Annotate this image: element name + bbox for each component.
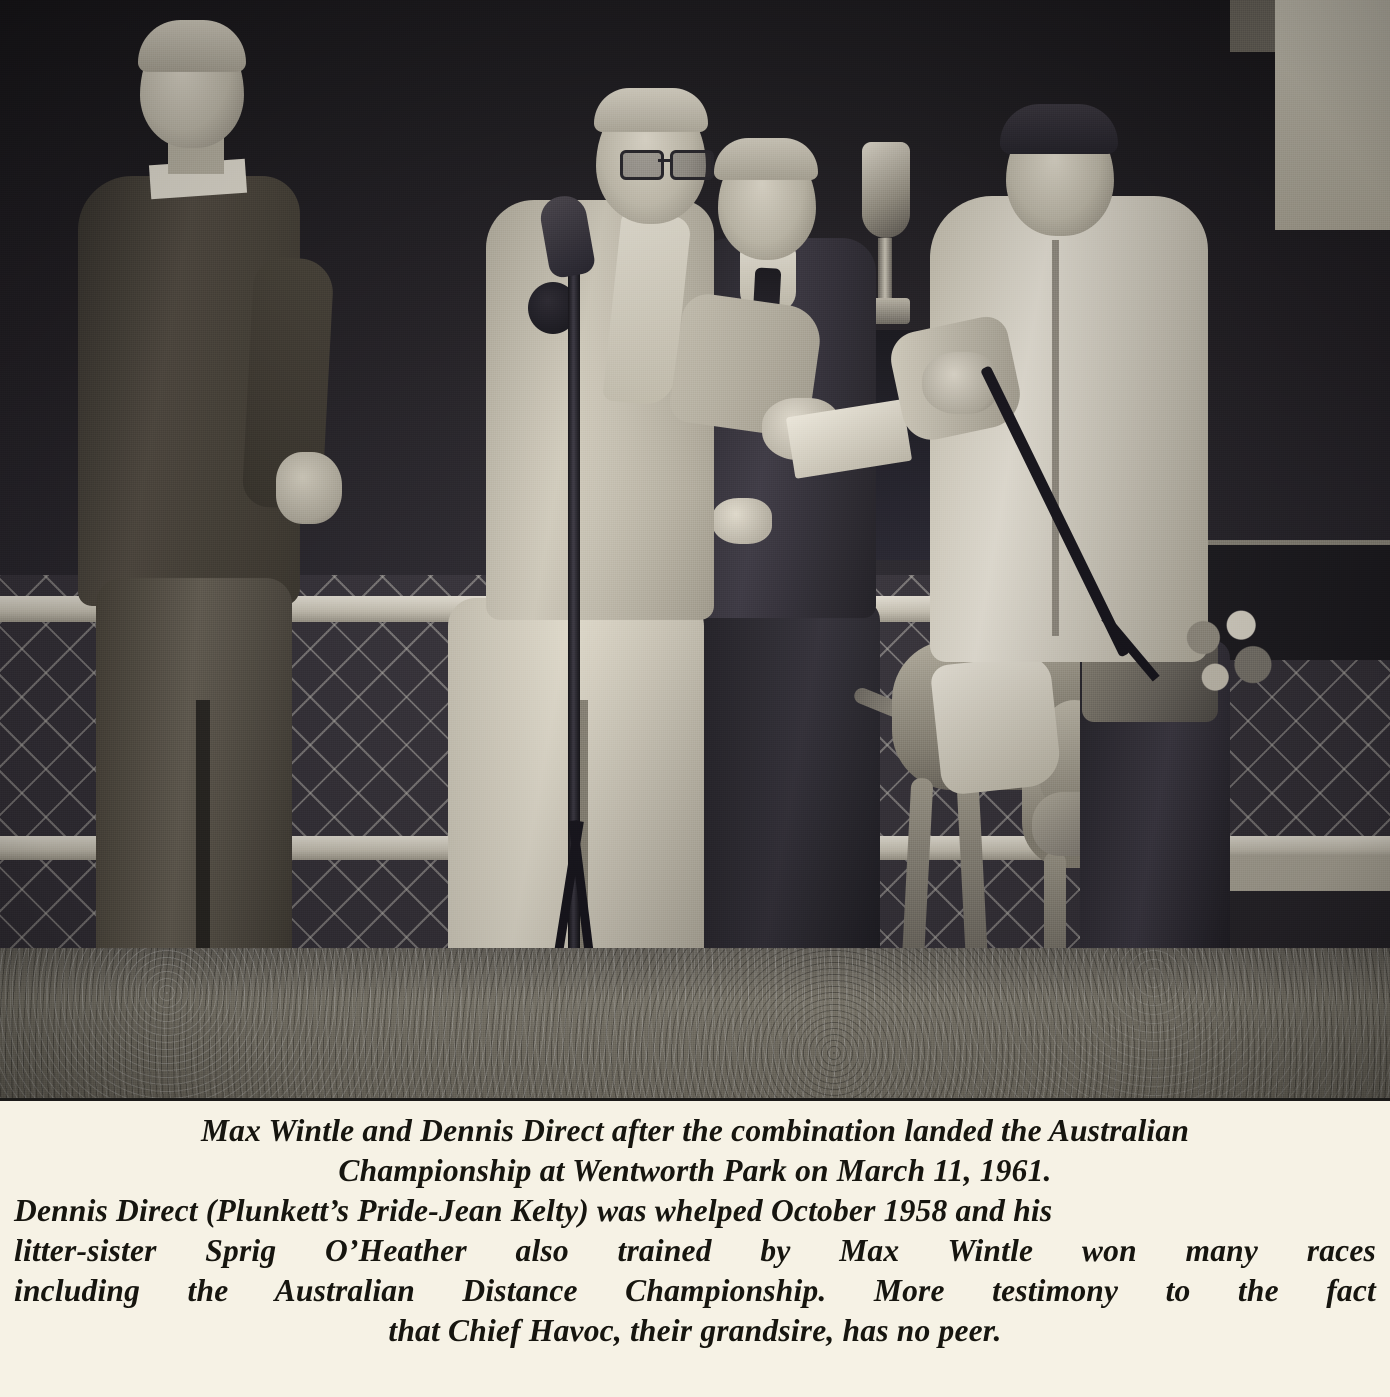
trousers xyxy=(96,578,292,1008)
trophy-cup xyxy=(862,142,910,238)
background-panel-light xyxy=(1275,0,1390,230)
hand xyxy=(712,498,772,544)
coat-button-line xyxy=(1052,240,1059,636)
glasses-lens-left xyxy=(620,150,664,180)
trousers xyxy=(700,600,880,1002)
racing-rug xyxy=(930,654,1063,796)
caption-line-5: including the Australian Distance Championship. More testimony to the fact xyxy=(14,1273,1376,1308)
bench-shadow xyxy=(1215,891,1390,951)
caption-line-6: that Chief Havoc, their grandsire, has no peer. xyxy=(388,1313,1002,1348)
glasses-icon xyxy=(620,150,712,176)
caption-line-3: Dennis Direct (Plunkett’s Pride-Jean Kelty) was whelped October 1958 and his xyxy=(14,1193,1053,1228)
background-panel-dark xyxy=(1230,0,1280,52)
hair xyxy=(714,138,818,180)
clasped-hands xyxy=(276,452,342,524)
gravel-texture xyxy=(0,948,1390,1098)
caption-line-4: litter-sister Sprig O’Heather also trained by Max Wintle won many races xyxy=(14,1233,1376,1268)
glasses-lens-right xyxy=(670,150,714,180)
photo-caption xyxy=(0,1098,1390,1397)
caption-line-2: Championship at Wentworth Park on March 11, 1961. xyxy=(338,1153,1052,1188)
trophy-stem xyxy=(878,238,892,300)
caption-line-1: Max Wintle and Dennis Direct after the combination landed the Australian xyxy=(200,1113,1190,1148)
floral-garland xyxy=(1168,596,1286,700)
hair xyxy=(1000,104,1118,154)
gravel-ground xyxy=(0,948,1390,1098)
hair xyxy=(594,88,708,132)
